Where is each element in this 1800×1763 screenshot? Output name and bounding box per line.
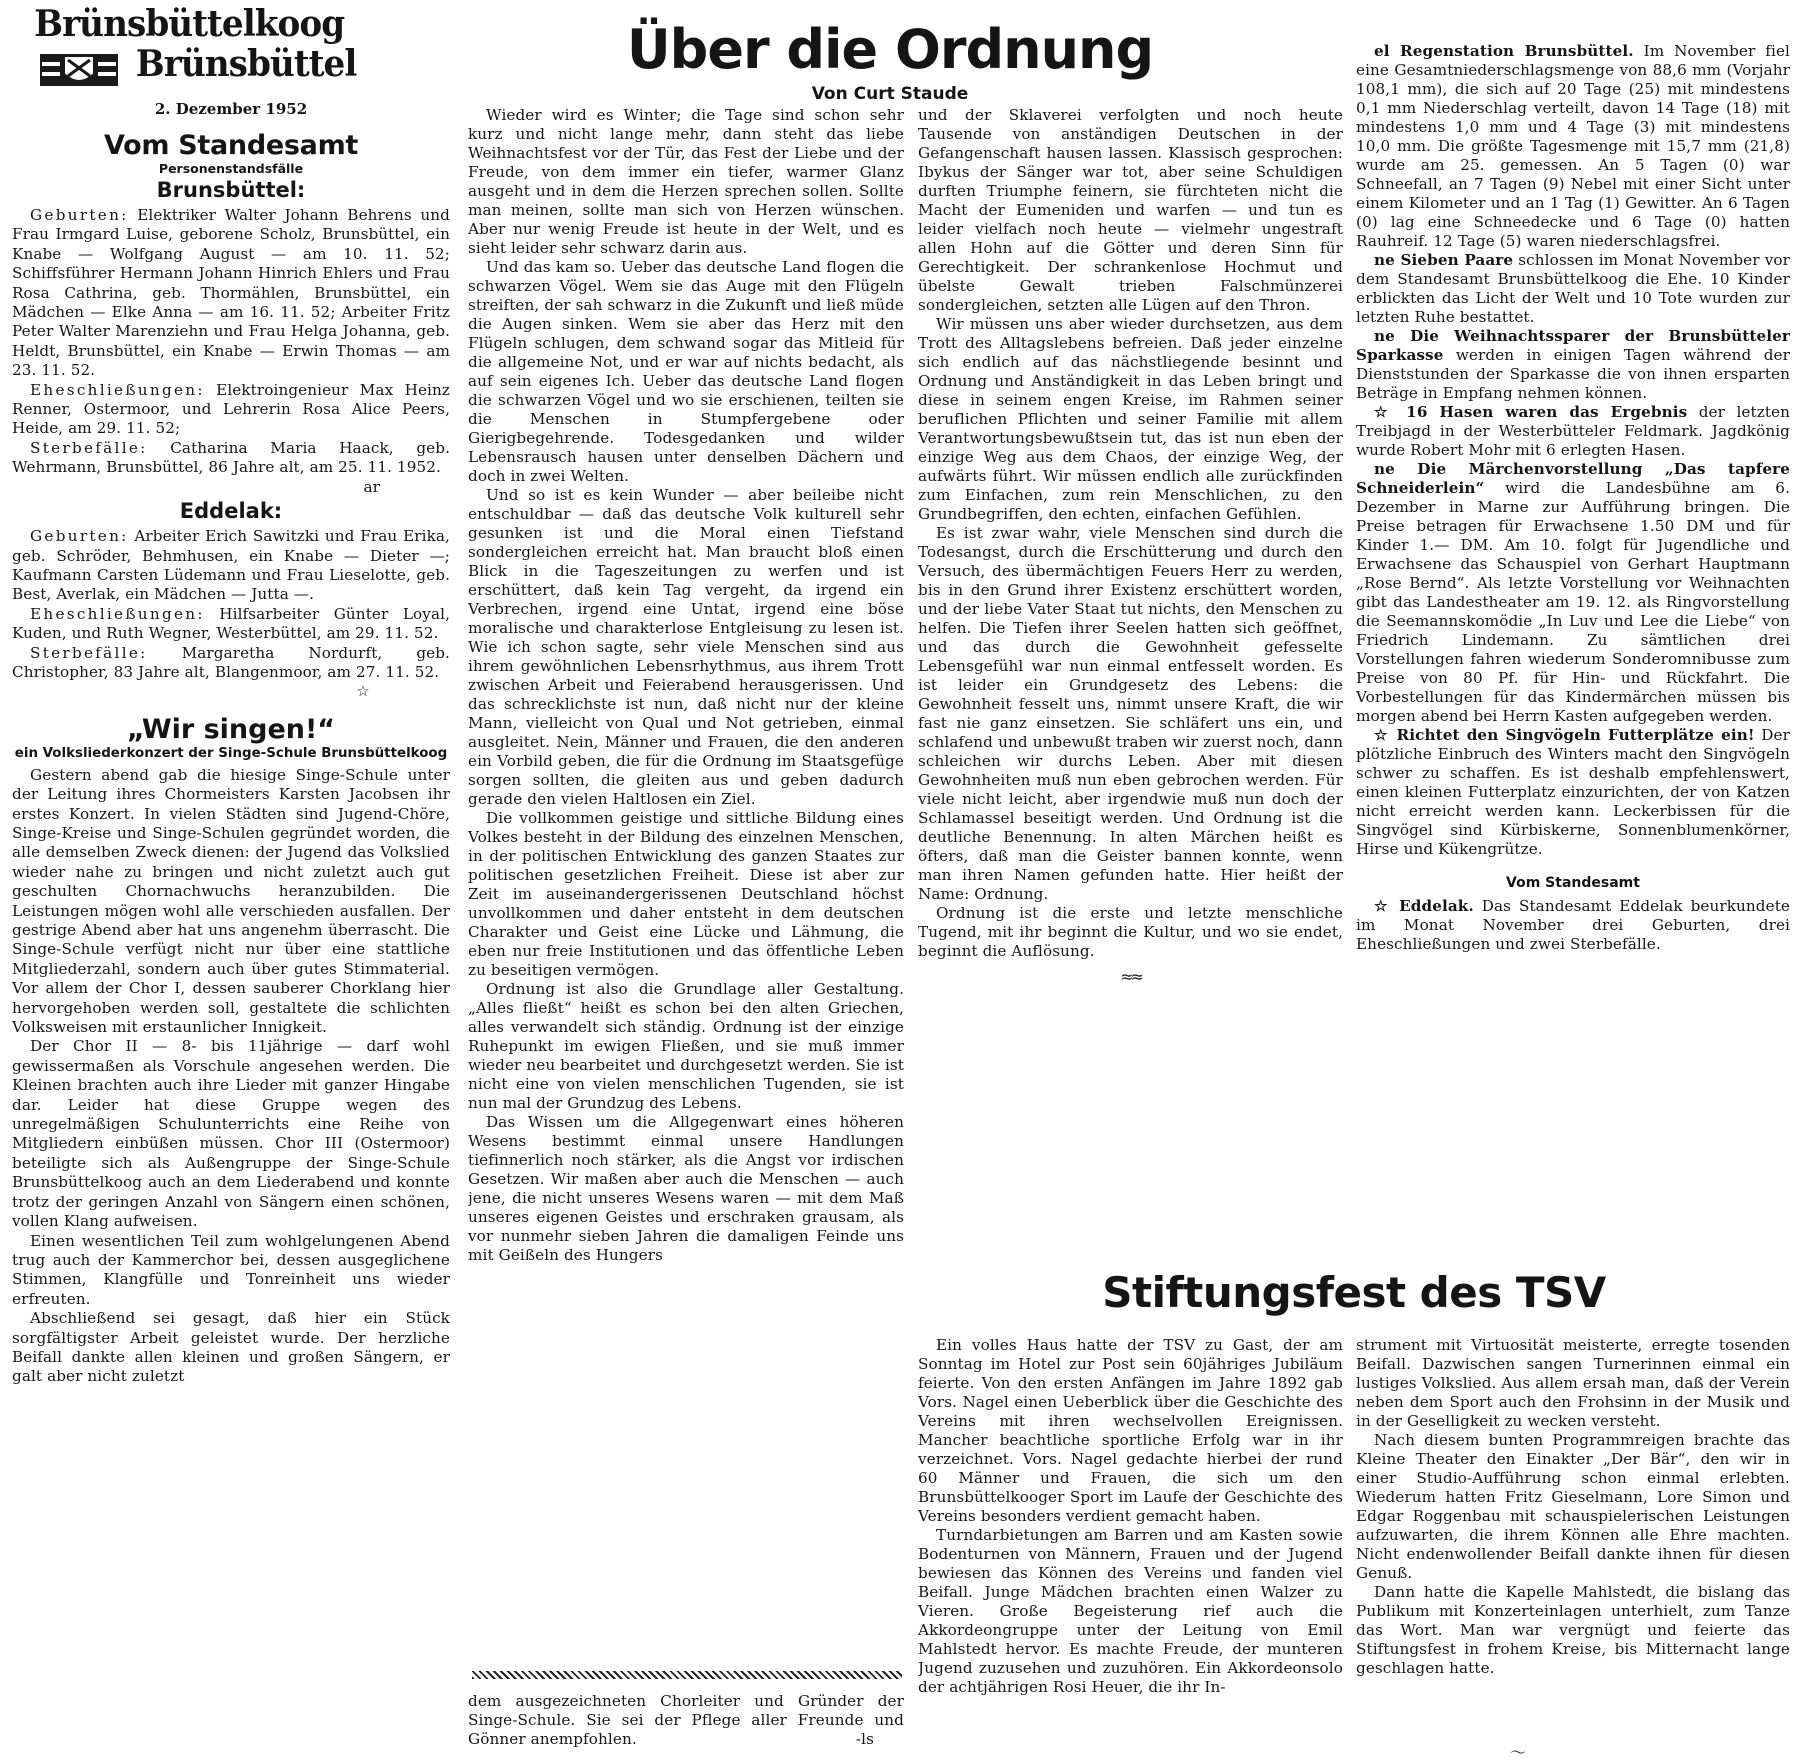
- issue-date: 2. Dezember 1952: [154, 100, 308, 118]
- place-eddelak: Eddelak:: [179, 499, 283, 524]
- masthead: [12, 0, 450, 126]
- ordnung-byline: Von Curt Staude: [811, 84, 969, 104]
- tsv-column-2: [1356, 1336, 1790, 1759]
- ordnung-headline: Über die Ordnung: [626, 18, 1154, 81]
- ordnung-paragraph: Es ist zwar wahr, viele Menschen sind durch die Todesangst, durch die Erschütterung und durch den Versuch, des übermächtigen Feuers Herr zu werden, bis in den Grund ihrer Existenz erschüttert worden, und der liebe Vater Staat tut nichts, den Menschen zu helfen. Die Tiefen ihrer Seelen hatten sich geöffnet, und das durch die Gewohnheit gefesselte Lebensgefühl war nun einmal entfesselt worden. Es ist leider ein Grundgesetz des Lebens: die Gewohnheit fesselt uns, nimmt unsere Kraft, die wir fast nie ganz einsetzen. Sie schläfert uns ein, und schlafend und unbewußt traben wir zuerst noch, dann schleichen wir durchs Leben. Aber mit diesen Gewohnheiten muß nun eben gebrochen werden. Für viele nicht leicht, aber irgendwie muß nun doch der Schlamassel beseitigt werden. Und Ordnung ist die deutliche Benennung. In alten Märchen heißt es öfters, daß man die Geister bannen konnte, wenn man ihren Namen gefunden hatte. Hier heißt der Name: Ordnung.: [918, 524, 1343, 903]
- star-icon: ☆: [356, 682, 370, 701]
- right-column: [1356, 42, 1790, 1272]
- ordnung-column-1: [468, 106, 904, 1672]
- left-column: [12, 0, 450, 1759]
- coat-of-arms-icon: [38, 48, 120, 92]
- ordnung-paragraph: Und das kam so. Ueber das deutsche Land flogen die schwarzen Vögel. Wem sie das Auge mit den Flügeln streiften, der sah schwarz in die Zukunft und ließ müde die Augen sinken. Wem sie aber das Herz mit den Flügeln schlugen, dem schwand sogar das Mitleid für die allgemeine Not, und er war auf nichts bedacht, als auf sein eigenes Ich. Ueber das deutsche Land flogen die schwarzen Vögel und wo sie erschienen, teilten sie die Menschen in Stumpfergebene oder Gierigbegehrende. Todesgedanken und wilder Lebensrausch hausen unter denselben Dächern und doch in zwei Welten.: [468, 258, 904, 485]
- right-standesamt-heading: Vom Standesamt: [1506, 875, 1640, 891]
- singen-paragraph: Der Chor II — 8- bis 11jährige — darf wohl gewissermaßen als Vorschule angesehen werden. Die Kleinen brachten auch ihre Lieder mit ganzer Hingabe dar. Leider hat diese Gruppe wegen des unregelmäßigen Schulunterrichts eine Reihe von Mitgliedern einbüßen müssen. Chor III (Ostermoor) beteiligte sich als Außengruppe der Singe-Schule Brunsbüttelkoog auch an dem Liederabend und konnte trotz der geringen Anzahl von Sängern einen schönen, vollen Klang aufweisen.: [12, 1037, 450, 1231]
- ordnung-paragraph: Ordnung ist die erste und letzte menschliche Tugend, mit ihr beginnt die Kultur, und wo sie endet, beginnt die Auflösung.: [918, 904, 1343, 960]
- tsv-headline: Stiftungsfest des TSV: [1102, 1268, 1606, 1317]
- news-item: ne Die Weihnachtssparer der Brunsbütteler Sparkasse werden in einigen Tagen während der Dienststunden der Sparkasse die von ihnen ersparten Beträge in Empfang nehmen können.: [1356, 327, 1790, 402]
- tsv-paragraph: Dann hatte die Kapelle Mahlstedt, die bislang das Publikum mit Konzerteinlagen unterhielt, zum Tanze das Wort. Man war vergnügt und feierte das Stiftungsfest in frohem Kreise, bis Mitternacht lange geschlagen hatte.: [1356, 1583, 1790, 1677]
- eddelak-geburten: Geburten: Arbeiter Erich Sawitzki und Frau Erika, geb. Schröder, Behmhusen, ein Knabe — Dieter —; Kaufmann Carsten Lüdemann und Frau Lieselotte, geb. Best, Averlak, ein Mädchen — Jutta —.: [12, 527, 450, 604]
- singen-heading: „Wir singen!“: [126, 713, 336, 745]
- standesamt-subheading: Personenstandsfälle: [158, 161, 304, 176]
- ordnung-paragraph: Und so ist es kein Wunder — aber beileibe nicht entschuldbar — daß das deutsche Volk kulturell sehr gesunken ist und die Moral einen Tiefstand sondergleichen erreicht hat. Man braucht bloß einen Blick in die Tageszeitungen zu werfen und ist erschüttert, daß kein Tag vergeht, da irgend ein Verbrechen, irgend eine Untat, irgend eine böse moralische und charakterlose Entgleisung zu lesen ist. Wie ich schon sagte, sehr viele Menschen sind aus ihrem gewöhnlichen Lebensrhythmus, aus ihrem Trott zwischen Arbeit und Feierabend herausgerissen. Und das schrecklichste ist nun, daß nicht nur der kleine Mann, vielleicht von Qual und Not getrieben, einmal ausgleitet. Nein, Männer und Frauen, die den anderen ein Vorbild geben, die für die Ordnung im Staatsgefüge sorgen sollten, die gleiten aus und geben dadurch gerade den vielen Haltlosen ein Ziel.: [468, 486, 904, 808]
- place-brunsbuettel: Brunsbüttel:: [156, 178, 306, 202]
- eddelak-sterbefaelle: Sterbefälle: Margaretha Nordurft, geb. Christopher, 83 Jahre alt, Blangenmoor, am 27. 11. 52.: [12, 643, 450, 681]
- ordnung-paragraph: und der Sklaverei verfolgten und noch heute Tausende von anständigen Deutschen in der Gefangenschaft hausen lassen. Klassisch gesprochen: Ibykus der Sänger war tot, aber seine Schuldigen durften Triumphe feinern, sie fürchteten nicht die Macht der Eumeniden und warfen — und tun es leider vielfach noch heute — vielmehr ungestraft allen Hohn auf die Götter und deren Sinn für Gerechtigkeit. Der schrankenlose Hochmut und übelste Gewalt trieben Falschmünzerei sondergleichen, setzten alle Lügen auf den Thron.: [918, 106, 1343, 314]
- ordnung-paragraph: Die vollkommen geistige und sittliche Bildung eines Volkes besteht in der Bildung des einzelnen Menschen, in der politischen Entwicklung des ganzen Staates zur politischen gesetzlichen Freiheit. Diese ist aber zur Zeit im auseinandergerissenen Deutschland höchst unvollkommen und daher entsteht in dem deutschen Charakter und Geist eine Lücke und Lähmung, die eben nur freie Institutionen und das öffentliche Leben zu beseitigen vermögen.: [468, 809, 904, 979]
- brunsbuettel-geburten: Geburten: Elektriker Walter Johann Behrens und Frau Irmgard Luise, geborene Scholz, Brunsbüttel, ein Knabe — Wolfgang August — am 10. 11. 52; Schiffsführer Hermann Johann Hinrich Ehlers und Frau Rosa Cathrina, geb. Thormählen, Brunsbüttel, ein Mädchen — Elke Anna — am 16. 11. 52; Arbeiter Fritz Peter Walter Marenziehn und Frau Helga Johanna, geb. Heldt, Brunsbüttel, ein Knabe — Erwin Thomas — am 23. 11. 52.: [12, 206, 450, 380]
- ordnung-paragraph: Das Wissen um die Allgegenwart eines höheren Wesens bestimmt einmal unsere Handlungen tiefinnerlich noch stärker, als die Angst vor irdischen Gesetzen. Wir maßen aber auch die Menschen — auch jene, die nicht unseres Wesens waren — mit dem Maß unseres eigenen Geistes und erschraken grausam, als vor nunmehr sieben Jahren die damaligen Feinde uns mit Geißeln des Hungers: [468, 1113, 904, 1264]
- news-item: ne Sieben Paare schlossen im Monat November vor dem Standesamt Brunsbüttelkoog die Ehe. 10 Kinder erblickten das Licht der Welt und 10 Tote wurden zur letzten Ruhe bestattet.: [1356, 251, 1790, 326]
- singen-subheading: ein Volksliederkonzert der Singe-Schule Brunsbüttelkoog: [14, 745, 448, 761]
- standesamt-heading: Vom Standesamt: [103, 130, 359, 161]
- news-item: ☆ 16 Hasen waren das Ergebnis der letzten Treibjagd in der Westerbütteler Feldmark. Jagdkönig wurde Robert Mohr mit 6 erlegten Hasen.: [1356, 403, 1790, 459]
- brunsbuettel-eheschliessungen: Eheschließungen: Elektroingenieur Max Heinz Renner, Ostermoor, und Lehrerin Rosa Alice Peers, Heide, am 29. 11. 52;: [12, 380, 450, 438]
- tsv-paragraph: Ein volles Haus hatte der TSV zu Gast, der am Sonntag im Hotel zur Post sein 60jähriges Jubiläum feierte. Von den ersten Anfängen im Jahre 1892 gab Vors. Nagel einen Ueberblick über die Geschichte des Vereins mit ihren wechselvollen Ereignissen. Mancher beachtliche sportliche Erfolg war in ihr verzeichnet. Vors. Nagel gedachte hierbei der rund 60 Männer und Frauen, die sich um den Brunsbüttelkooger Sport im Laufe der Geschichte des Vereins besonders verdient gemacht haben.: [918, 1336, 1343, 1525]
- wave-ornament-icon: 〜: [1510, 1743, 1524, 1762]
- news-item: el Regenstation Brunsbüttel. Im November fiel eine Gesamtniederschlagsmenge von 88,6 mm (Vorjahr 108,1 mm), die sich auf 20 Tage (25) mit mindestens 0,1 mm Niederschlag verteilt, davon 14 Tage (18) mit mindestens 1,0 mm und 4 Tage (3) mit mindestens 10,0 mm. Die größte Tagesmenge mit 15,7 mm (21,8) wurde am 25. gemessen. An 5 Tagen (0) war Schneefall, an 7 Tagen (9) Nebel mit einer Sicht unter einem Kilometer und an 1 Tag (1) Gewitter. An 6 Tagen (0) lag eine Schneedecke und 6 Tage (0) hatten Rauhreif. 12 Tage (5) waren niederschlagsfrei.: [1356, 42, 1790, 250]
- news-item: ☆ Richtet den Singvögeln Futterplätze ein! Der plötzliche Einbruch des Winters macht den Singvögeln schwer zu schaffen. Es ist deshalb empfehlenswert, einen kleinen Futterplatz einzurichten, der von Katzen nicht erreicht werden kann. Leckerbissen für die Singvögel sind Kürbiskerne, Sonnenblumenkörner, Hirse und Kükengrütze.: [1356, 726, 1790, 858]
- singen-paragraph: Einen wesentlichen Teil zum wohlgelungenen Abend trug auch der Kammerchor bei, dessen ausgeglichene Stimmen, Klangfülle und Tonreinheit uns wieder erfreuten.: [12, 1231, 450, 1308]
- brunsbuettel-sterbefaelle: Sterbefälle: Catharina Maria Haack, geb. Wehrmann, Brunsbüttel, 86 Jahre alt, am 25. 11. 1952.: [12, 438, 450, 477]
- tsv-paragraph: Turndarbietungen am Barren und am Kasten sowie Bodenturnen von Männern, Frauen und der Jugend bewiesen das Können des Vereins und fanden viel Beifall. Junge Mädchen brachten einen Walzer zu Vieren. Große Begeisterung rief auch die Akkordeongruppe unter der Leitung von Emil Mahlstedt hervor. Es machte Freude, der munteren Jugend zuzusehen und zuzuhören. Ein Akkordeonsolo der achtjährigen Rosi Heuer, die ihr In-: [918, 1526, 1343, 1696]
- brunsbuettel-signature: ar: [363, 477, 380, 496]
- tsv-paragraph: Nach diesem bunten Programmreigen brachte das Kleine Theater den Einakter „Der Bär“, den wir in einer Studio-Aufführung schon einmal erlebten. Wiederum hatten Fritz Gieselmann, Lore Simon und Edgar Roggenbau mit schauspielerischen Leistungen aufzuwarten, die ihrem Können alle Ehre machten. Nicht endenwollender Beifall dankte ihnen für diesen Genuß.: [1356, 1431, 1790, 1582]
- masthead-line2: Brünsbüttel: [135, 43, 357, 85]
- singen-continuation: dem ausgezeichneten Chorleiter und Gründer der Singe-Schule. Sie sei der Pflege aller Freunde und Gönner anempfohlen. -ls: [468, 1692, 904, 1748]
- ordnung-paragraph: Ordnung ist also die Grundlage aller Gestaltung. „Alles fließt“ heißt es schon bei den alten Griechen, alles verwandelt sich ständig. Ordnung ist der einzige Ruhepunkt im ewigen Fließen, und sie muß immer wieder neu bearbeitet und durchgesetzt werden. Sie ist nicht eine von vielen menschlichen Tugenden, sie ist nun mal der Grundzug des Lebens.: [468, 980, 904, 1112]
- eddelak-eheschliessungen: Eheschließungen: Hilfsarbeiter Günter Loyal, Kuden, und Ruth Wegner, Westerbüttel, am 29. 11. 52.: [12, 604, 450, 643]
- ordnung-paragraph: Wieder wird es Winter; die Tage sind schon sehr kurz und nicht lange mehr, dann steht das liebe Weihnachtsfest vor der Tür, das Fest der Liebe und der Freude, von dem immer ein tiefer, warmer Glanz ausgeht und in dem die Herzen sprechen sollen. Sollte man meinen, sollte man sich von Herzen wünschen. Aber nur wenig Freude ist heute in der Welt, und es sieht leider sehr schwarz darin aus.: [468, 106, 904, 257]
- wave-ornament-icon: ≈≈: [1120, 967, 1141, 986]
- tsv-paragraph: strument mit Virtuosität meisterte, erregte tosenden Beifall. Dazwischen sangen Turnerinnen einmal ein lustiges Volkslied. Aus allem ersah man, daß der Verein neben dem Sport auch den Frohsinn in der Musik und in der Geselligkeit zu wecken versteht.: [1356, 1336, 1790, 1430]
- masthead-line1: Brünsbüttelkoog: [34, 3, 345, 45]
- singen-paragraph: Gestern abend gab die hiesige Singe-Schule unter der Leitung ihres Chormeisters Karsten Jacobsen ihr erstes Konzert. In vielen Städten sind Jugend-Chöre, Singe-Kreise und Singe-Schulen gegründet worden, die alle demselben Zweck dienen: der Jugend das Volkslied wieder nahe zu bringen und nicht zuletzt auch gut geschulten Chornachwuchs heranzubilden. Die Leistungen mögen wohl alle verschieden ausfallen. Der gestrige Abend aber hat uns angenehm überrascht. Die Singe-Schule verfügt nicht nur über eine stattliche Mitgliederzahl, sondern auch über gutes Stimmaterial. Vor allem der Chor I, dessen sauberer Chorklang hier hervorgehoben werden soll, gestaltete die schlichten Volksweisen mit erstaunlicher Innigkeit.: [12, 765, 450, 1037]
- ordnung-paragraph: Wir müssen uns aber wieder durchsetzen, aus dem Trott des Alltagslebens befreien. Daß jeder einzelne sich endlich auf das nächstliegende besinnt und Ordnung und Anständigkeit in das Leben bringt und diese in seinem engen Kreise, im Rahmen seiner beruflichen Pflichten und seiner Familie mit allem Verantwortungsbewußtsein tut, das ist nun eben der einzige Weg aus dem Chaos, der einzige Weg, der aufwärts führt. Wir müssen endlich alle zurückfinden zum Einfachen, zum rein Menschlichen, zu den Grundbegriffen, den echten, einfachen Gefühlen.: [918, 315, 1343, 523]
- singen-paragraph: Abschließend sei gesagt, daß hier ein Stück sorgfältigster Arbeit geleistet wurde. Der herzliche Beifall dankte allen kleinen und großen Sängern, er galt aber nicht zuletzt: [12, 1309, 450, 1386]
- decorative-divider: [472, 1671, 902, 1679]
- eddelak-note: ☆ Eddelak. Das Standesamt Eddelak beurkundete im Monat November drei Geburten, drei Eheschließungen und zwei Sterbefälle.: [1356, 897, 1790, 953]
- tsv-column-1: [918, 1336, 1343, 1759]
- ordnung-column-2: [918, 106, 1343, 1316]
- news-item: ne Die Märchenvorstellung „Das tapfere Schneiderlein“ wird die Landesbühne am 6. Dezember in Marne zur Aufführung bringen. Die Preise betragen für Erwachsene 1.50 DM und für Kinder 1.— DM. Am 10. folgt für Jugendliche und Erwachsene das Schauspiel von Gerhart Hauptmann „Rose Bernd“. Als letzte Vorstellung vor Weihnachten gibt das Landestheater am 19. 12. als Ringvorstellung die Seemannskomödie „In Luv und Lee die Liebe“ von Friedrich Lindemann. Zu sämtlichen drei Vorstellungen fahren wiederum Sonderomnibusse zum Preise von 80 Pf. für Hin- und Rückfahrt. Die Vorbestellungen für das Kindermärchen müssen bis morgen abend bei Herrn Kasten aufgegeben werden.: [1356, 460, 1790, 725]
